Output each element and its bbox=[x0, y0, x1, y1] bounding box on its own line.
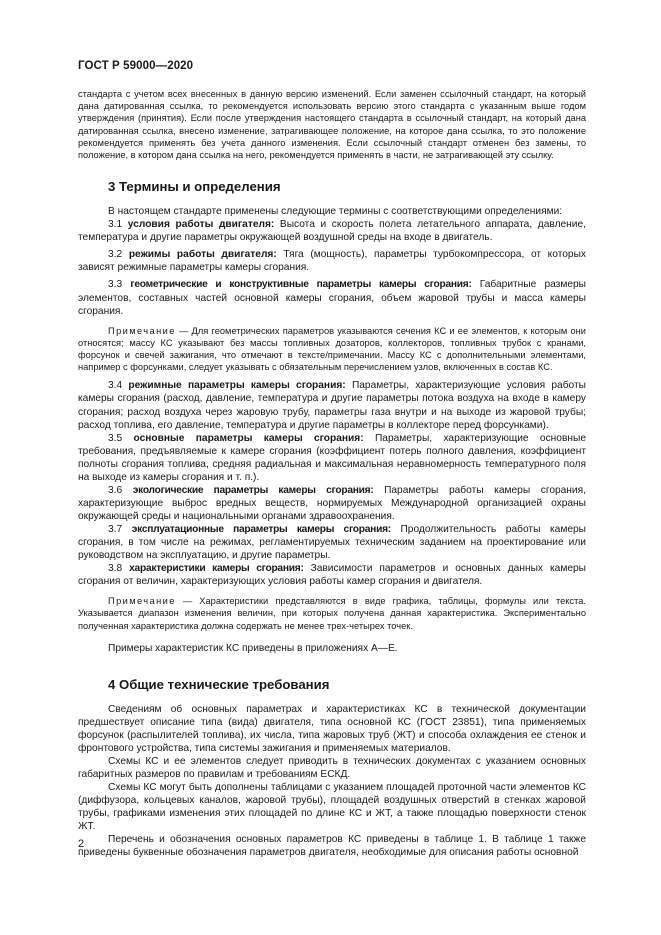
term-number: 3.6 bbox=[108, 484, 133, 496]
term-name: эксплуатационные параметры камеры сгорания: bbox=[131, 523, 391, 535]
note-text: — Характеристики представляются в виде графика, таблицы, формулы или текста. Указывается диапазон изменения величин, при которых получена данная характеристика. Экспериментально полученная характеристика должна содержать не менее трех-четырех точек. bbox=[78, 596, 586, 631]
term-3-7 bbox=[78, 523, 586, 562]
term-number: 3.1 bbox=[108, 219, 128, 231]
term-name: геометрические и конструктивные параметры камеры сгорания: bbox=[130, 279, 472, 291]
term-definition: Параметры, характеризующие условия работы камеры сгорания (расход, давление, температура и другие параметры потока воздуха на входе в камеру сгорания; расход воздуха через жаровую трубу, параметры газа внутри и на выходе из жаровой трубы; расход топлива, его давление, температура и другие параметры в коллекторе перед форсунками). bbox=[78, 380, 586, 431]
term-definition: Высота и скорость полета летательного аппарата, давление, температура и другие параметры окружающей воздушной среды на входе в двигатель. bbox=[78, 219, 586, 244]
term-3-2 bbox=[78, 248, 586, 274]
note-text: — Для геометрических параметров указываются сечения КС и ее элементов, к которым они относятся; массу КС указывают без массы топливных дозаторов, коллекторов, топливных трубок с кранами, форсунок и свечей зажигания, что отмечают в тексте/примечании. Массу КС с дополнительными элементами, например с форсунками, следует указывать с обязательным перечислением узлов, включенных в состав КС. bbox=[78, 325, 586, 373]
term-definition: Габаритные размеры элементов, составных частей основной камеры сгорания, объем жаровой трубы и масса камеры сгорания. bbox=[78, 279, 586, 317]
term-definition: Продолжительность работы камеры сгорания, в том числе на режимах, регламентируемых техническим заданием на проектирование или руководством на эксплуатацию, и другие параметры. bbox=[78, 523, 586, 562]
page-number: 2 bbox=[78, 838, 85, 850]
term-name: режимные параметры камеры сгорания: bbox=[128, 380, 346, 392]
term-number: 3.7 bbox=[108, 523, 132, 535]
section-4-paragraph-3: Схемы КС могут быть дополнены таблицами с указанием площадей проточной части элементов КС (диффузора, кольцевых каналов, жаровой трубы), площадей воздушных отверстий в стенках жаровой трубы, графиками изменения этих площадей по длине КС и ЖТ, а также площадью поверхности стенок ЖТ. bbox=[78, 782, 586, 833]
term-definition: Зависимости параметров и основных данных камеры сгорания от величин, характеризующих условия работы камер сгорания и двигателя. bbox=[78, 563, 586, 588]
term-name: экологические параметры камеры сгорания: bbox=[132, 484, 374, 496]
term-3-4 bbox=[78, 379, 586, 431]
intro-paragraph: стандарта с учетом всех внесенных в данную версию изменений. Если заменен ссылочный стандарт, на который дана датированная ссылка, то рекомендуется использовать версию этого стандарта с указанным выше годом утверждения (принятия). Если после утверждения настоящего стандарта в ссылочный стандарт, на который дана датированная ссылка, внесено изменение, затрагивающее положение, на которое дана ссылка, то это положение рекомендуется применять без учета данного изменения. Если ссылочный стандарт отменен без замены, то положение, в котором дана ссылка на него, рекомендуется применять в части, не затрагивающей эту ссылку. bbox=[78, 89, 586, 161]
term-3-5 bbox=[78, 432, 586, 484]
term-3-1 bbox=[78, 218, 586, 244]
section-4-paragraph-4: Перечень и обозначения основных параметров КС приведены в таблице 1. В таблице 1 также приведены буквенные обозначения параметров двигателя, необходимые для описания работы основной bbox=[78, 834, 586, 859]
section-3-lead: В настоящем стандарте применены следующие термины с соответствующими определениями: bbox=[108, 206, 563, 218]
term-number: 3.2 bbox=[108, 249, 129, 261]
term-definition: Тяга (мощность), параметры турбокомпрессора, от которых зависят режимные параметры камеры сгорания. bbox=[78, 249, 586, 274]
note-1 bbox=[78, 325, 586, 374]
term-3-8 bbox=[78, 562, 586, 588]
term-name: условия работы двигателя: bbox=[127, 219, 275, 231]
term-number: 3.4 bbox=[108, 380, 129, 392]
term-name: режимы работы двигателя: bbox=[128, 249, 277, 261]
note-label: Примечание bbox=[108, 325, 176, 336]
term-name: характеристики камеры сгорания: bbox=[129, 563, 304, 575]
section-4-paragraph-1: Сведениям об основных параметрах и характеристиках КС в технической документации предшествует описание типа (вида) двигателя, типа основной КС (ГОСТ 23851), типа применяемых форсунок (распылителей топлива), их числа, типа жаровых труб (ЖТ) и способа охлаждения ее стенок и фронтового устройства, типа системы зажигания и применяемых материалов. bbox=[78, 703, 586, 754]
note-label: Примечание bbox=[108, 596, 176, 607]
section-4-title: 4 Общие технические требования bbox=[108, 676, 330, 692]
document-body bbox=[78, 88, 586, 859]
examples-reference: Примеры характеристик КС приведены в приложениях А—Е. bbox=[108, 642, 398, 654]
term-name: основные параметры камеры сгорания: bbox=[133, 432, 364, 444]
term-3-3 bbox=[78, 278, 586, 317]
term-definition: Параметры, характеризующие основные требования, предъявляемые к камере сгорания (коэффициент потерь полного давления, коэффициент полноты сгорания топлива, средняя радиальная и максимальная неравномерность температурного поля на выходе из камеры сгорания и т. п.). bbox=[78, 432, 587, 483]
page-header: ГОСТ Р 59000—2020 bbox=[78, 60, 194, 72]
note-2 bbox=[78, 595, 586, 632]
term-number: 3.8 bbox=[108, 563, 130, 575]
term-number: 3.3 bbox=[108, 279, 131, 291]
section-3-title: 3 Термины и определения bbox=[108, 179, 281, 195]
term-number: 3.5 bbox=[108, 432, 134, 444]
term-3-6 bbox=[78, 484, 586, 523]
section-4-paragraph-2: Схемы КС и ее элементов следует приводить в технических документах с указанием основных габаритных размеров по правилам и требованиям ЕСКД. bbox=[78, 756, 586, 781]
term-definition: Параметры работы камеры сгорания, характеризующие выброс вредных веществ, нормируемых Международной организацией охраны окружающей среды и национальными органами здравоохранения. bbox=[78, 484, 586, 522]
